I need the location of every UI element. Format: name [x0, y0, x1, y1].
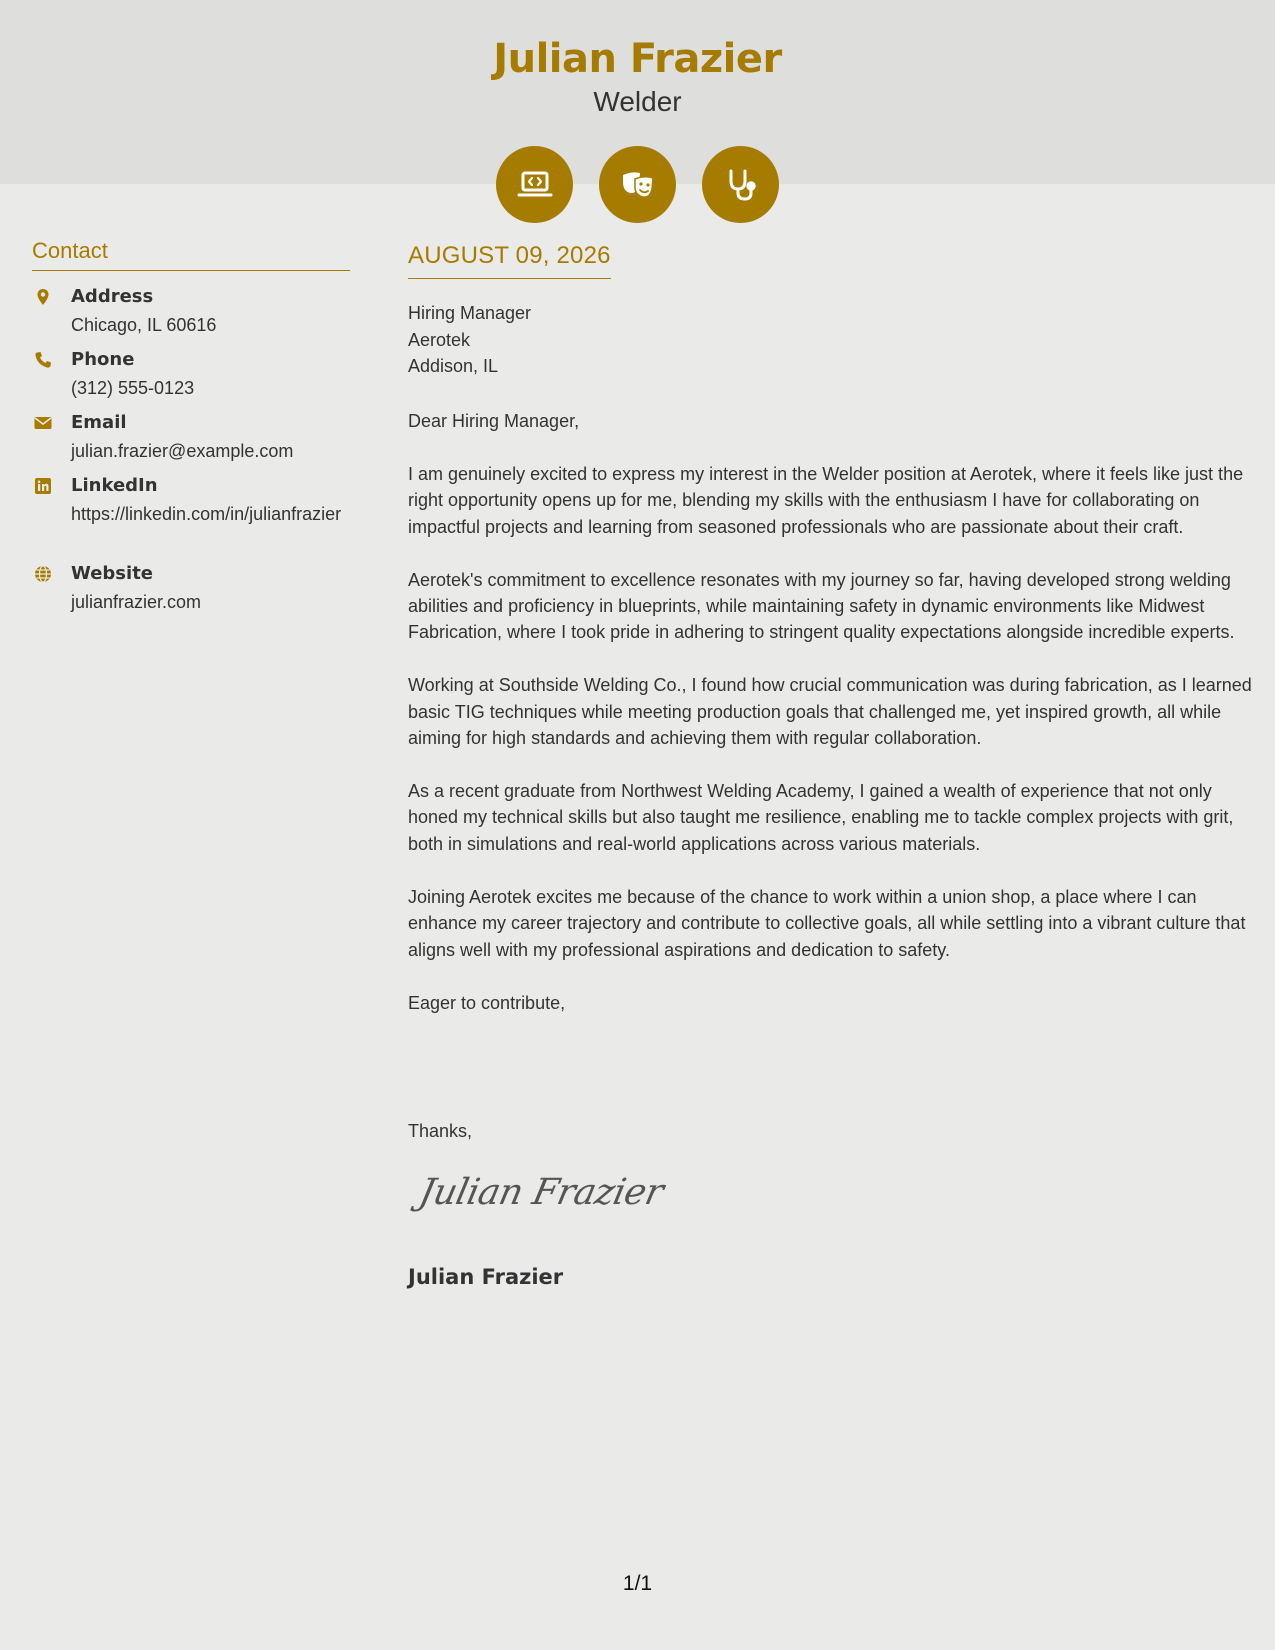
- paragraph: Aerotek's commitment to excellence resonates with my journey so far, having developed strong welding abilities and proficiency in blueprints, while maintaining safety in dynamic environments like Midwest Fabrication, where I took pride in adhering to stringent quality expectations alongside incredible experts.: [408, 569, 1235, 643]
- paragraph: I am genuinely excited to express my interest in the Welder position at Aerotek, where it feels like just the right opportunity opens up for me, blending my skills with the enthusiasm I have for collaborating on impactful projects and learning from seasoned professionals who are passionate about their craft.: [408, 463, 1244, 537]
- closing: Eager to contribute,: [408, 992, 566, 1013]
- paragraph: Joining Aerotek excites me because of the chance to work within a union shop, a place where I can enhance my career trajectory and contribute to collective goals, all while settling into a vibrant culture that aligns well with my professional aspirations and dedication to safety.: [408, 886, 1246, 960]
- salutation: Dear Hiring Manager,: [408, 411, 580, 431]
- address-value: Chicago, IL 60616: [71, 315, 217, 335]
- recipient-block: [408, 300, 531, 380]
- letter-date: AUGUST 09, 2026: [408, 242, 611, 279]
- applicant-name: Julian Frazier: [493, 36, 782, 82]
- email-label: Email: [71, 412, 127, 433]
- recipient-location: Addison, IL: [408, 356, 499, 376]
- envelope-icon: [34, 414, 52, 432]
- thanks-line: Thanks,: [408, 1121, 473, 1141]
- linkedin-label: LinkedIn: [71, 475, 158, 496]
- email-value: julian.frazier@example.com: [71, 441, 294, 461]
- map-pin-icon: [34, 288, 52, 306]
- signature: Julian Frazier: [415, 1172, 667, 1213]
- phone-value: (312) 555-0123: [71, 378, 195, 398]
- signer-name: Julian Frazier: [408, 1265, 564, 1289]
- linkedin-icon: [34, 477, 52, 495]
- paragraph: As a recent graduate from Northwest Welding Academy, I gained a wealth of experience that not only honed my technical skills but also taught me resilience, enabling me to tackle complex projects with grit, both in simulations and real-world applications across various materials.: [408, 781, 1234, 854]
- stethoscope-icon: [702, 146, 779, 223]
- phone-label: Phone: [71, 349, 135, 370]
- globe-icon: [34, 565, 52, 583]
- page-number: 1/1: [622, 1572, 653, 1595]
- theater-masks-icon: [599, 146, 676, 223]
- laptop-code-icon: [496, 146, 573, 223]
- paragraph: Working at Southside Welding Co., I found how crucial communication was during fabrication, as I learned basic TIG techniques while meeting production goals that challenged me, yet inspired growth, all while aiming for high standards and achieving them with regular collaboration.: [408, 675, 1252, 749]
- recipient-name: Hiring Manager: [408, 303, 532, 323]
- contact-heading: Contact: [32, 238, 350, 271]
- recipient-company: Aerotek: [408, 329, 471, 350]
- applicant-role: Welder: [593, 86, 682, 117]
- website-value: julianfrazier.com: [71, 592, 202, 612]
- website-label: Website: [71, 563, 154, 584]
- letter-body: [408, 408, 1253, 1042]
- address-label: Address: [71, 286, 154, 307]
- linkedin-value: https://linkedin.com/in/julianfrazier: [71, 504, 342, 524]
- phone-icon: [34, 351, 52, 369]
